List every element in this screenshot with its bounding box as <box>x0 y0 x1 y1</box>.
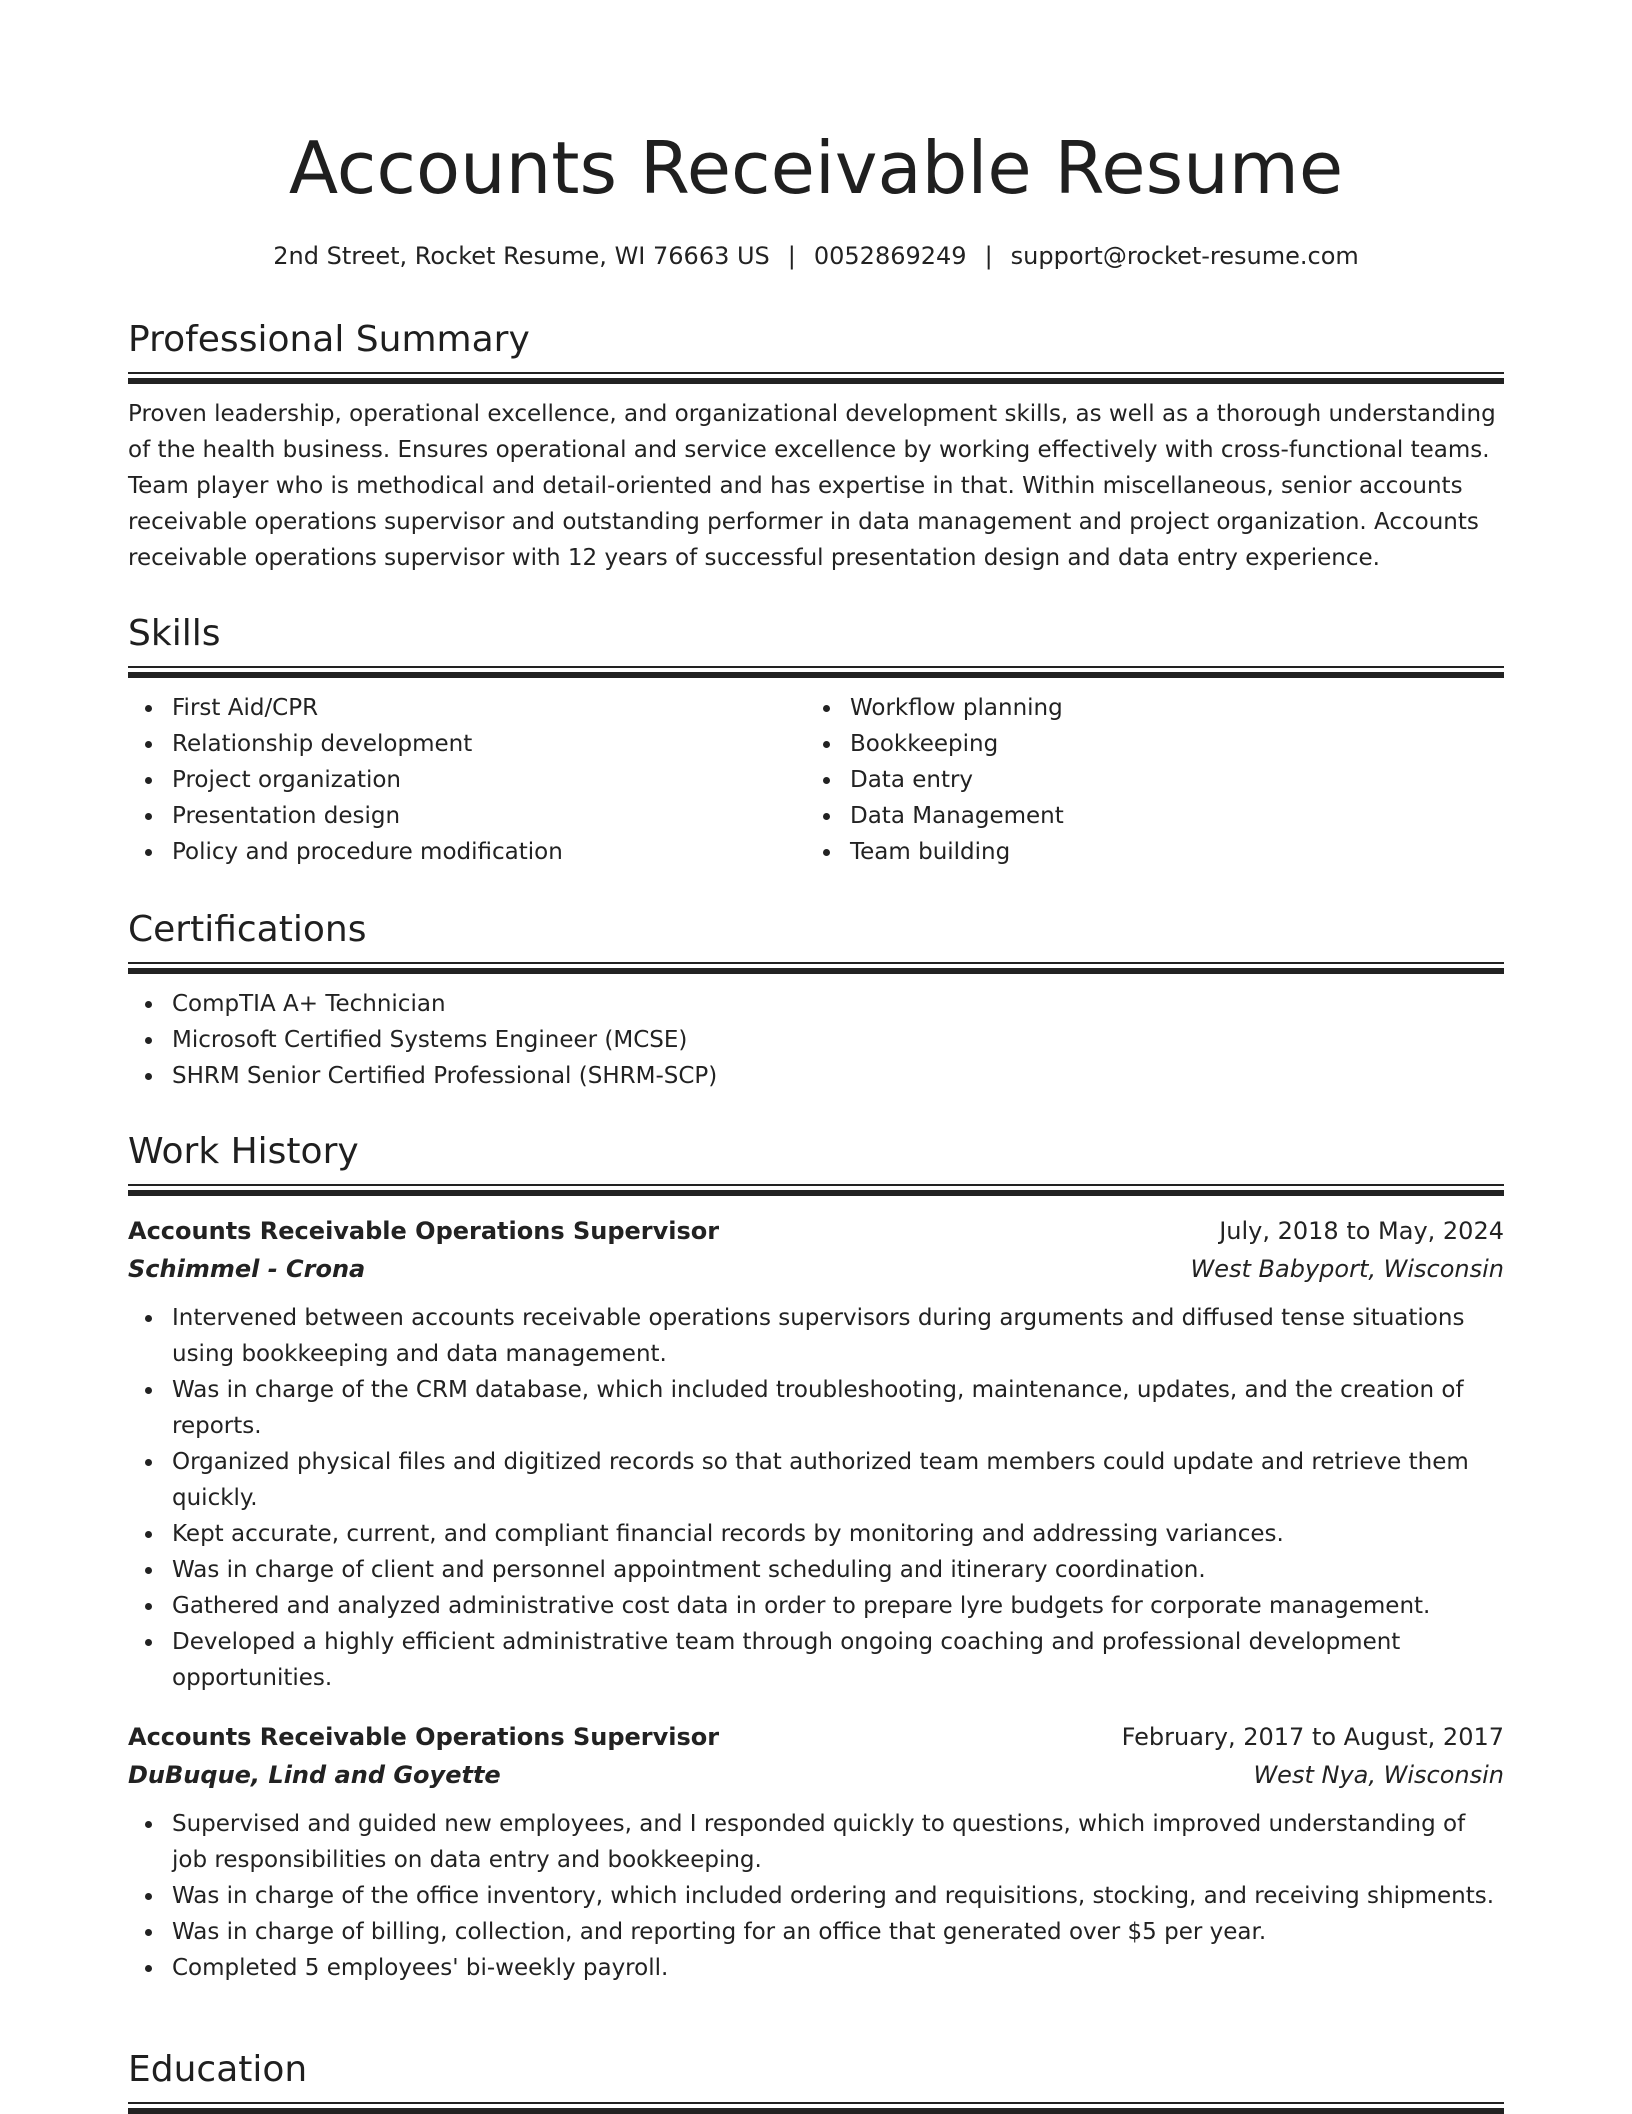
job-duty-item: Was in charge of client and personnel appointment scheduling and itinerary coordination. <box>172 1552 1504 1588</box>
summary-section <box>128 316 1504 576</box>
skill-item: Presentation design <box>172 798 806 834</box>
job-dates: February, 2017 to August, 2017 <box>1121 1723 1504 1751</box>
skill-item: Project organization <box>172 762 806 798</box>
certifications-section <box>128 906 1504 1094</box>
education-section <box>128 2046 1504 2106</box>
contact-line <box>128 238 1504 274</box>
job-company: DuBuque, Lind and Goyette <box>128 1761 501 1789</box>
job-subheader-row <box>128 1756 1504 1794</box>
resume-title: Accounts Receivable Resume <box>288 126 1344 210</box>
skills-list-left <box>128 690 806 870</box>
job-entry <box>128 1212 1504 1696</box>
work-history-section <box>128 1128 1504 1986</box>
job-duty-item: Was in charge of billing, collection, and reporting for an office that generated over $5 per year. <box>172 1914 1504 1950</box>
certification-item: Microsoft Certified Systems Engineer (MCSE) <box>172 1022 1504 1058</box>
skills-heading: Skills <box>128 613 221 654</box>
job-title: Accounts Receivable Operations Supervisor <box>128 1217 720 1245</box>
skills-column-right <box>806 678 1484 870</box>
contact-email[interactable]: support@rocket-resume.com <box>1010 242 1359 270</box>
job-dates: July, 2018 to May, 2024 <box>1219 1217 1504 1245</box>
job-duty-item: Gathered and analyzed administrative cost data in order to prepare lyre budgets for corporate management. <box>172 1588 1504 1624</box>
contact-address: 2nd Street, Rocket Resume, WI 76663 US <box>273 242 770 270</box>
job-duty-item: Intervened between accounts receivable operations supervisors during arguments and diffused tense situations using bookkeeping and data management. <box>172 1300 1504 1372</box>
skill-item: Data Management <box>850 798 1484 834</box>
skill-item: Relationship development <box>172 726 806 762</box>
skills-section <box>128 610 1504 870</box>
certifications-list <box>128 986 1504 1094</box>
education-heading: Education <box>128 2049 308 2090</box>
job-duty-item: Was in charge of the office inventory, which included ordering and requisitions, stocking, and receiving shipments. <box>172 1878 1504 1914</box>
job-header-row <box>128 1212 1504 1250</box>
skill-item: Policy and procedure modification <box>172 834 806 870</box>
job-duty-item: Organized physical files and digitized records so that authorized team members could update and retrieve them quickly. <box>172 1444 1504 1516</box>
skill-item: Team building <box>850 834 1484 870</box>
job-title: Accounts Receivable Operations Supervisor <box>128 1723 720 1751</box>
section-divider <box>128 666 1504 678</box>
skill-item: First Aid/CPR <box>172 690 806 726</box>
section-divider <box>128 962 1504 974</box>
job-location: West Nya, Wisconsin <box>1253 1761 1504 1789</box>
certifications-heading: Certifications <box>128 909 367 950</box>
skill-item: Data entry <box>850 762 1484 798</box>
contact-separator: | <box>984 242 993 270</box>
job-duty-item: Developed a highly efficient administrative team through ongoing coaching and professional development opportunities. <box>172 1624 1504 1696</box>
section-divider <box>128 372 1504 384</box>
job-duty-item: Was in charge of the CRM database, which included troubleshooting, maintenance, updates, and the creation of reports. <box>172 1372 1504 1444</box>
section-divider <box>128 2102 1504 2106</box>
skill-item: Bookkeeping <box>850 726 1484 762</box>
section-divider <box>128 1184 1504 1196</box>
certification-item: CompTIA A+ Technician <box>172 986 1504 1022</box>
contact-separator: | <box>787 242 796 270</box>
certification-item: SHRM Senior Certified Professional (SHRM-SCP) <box>172 1058 1504 1094</box>
skills-column-left <box>128 678 806 870</box>
job-duty-item: Kept accurate, current, and compliant financial records by monitoring and addressing variances. <box>172 1516 1504 1552</box>
skill-item: Workflow planning <box>850 690 1484 726</box>
skills-list-right <box>806 690 1484 870</box>
job-subheader-row <box>128 1250 1504 1288</box>
skills-grid <box>128 678 1504 870</box>
job-entry <box>128 1718 1504 1986</box>
job-company: Schimmel - Crona <box>128 1255 366 1283</box>
job-header-row <box>128 1718 1504 1756</box>
summary-heading: Professional Summary <box>128 319 530 360</box>
job-duty-item: Completed 5 employees' bi-weekly payroll. <box>172 1950 1504 1986</box>
contact-phone: 0052869249 <box>813 242 967 270</box>
job-duty-item: Supervised and guided new employees, and I responded quickly to questions, which improved understanding of job responsibilities on data entry and bookkeeping. <box>172 1806 1504 1878</box>
job-duties-list <box>128 1300 1504 1696</box>
job-location: West Babyport, Wisconsin <box>1190 1255 1504 1283</box>
job-duties-list <box>128 1806 1504 1986</box>
work-history-heading: Work History <box>128 1131 359 1172</box>
summary-text: Proven leadership, operational excellence, and organizational development skills, as well as a thorough understanding of the health business. Ensures operational and service excellence by working effectively with cross-functional teams. Team player who is methodical and detail-oriented and has expertise in that. Within miscellaneous, senior accounts receivable operations supervisor and outstanding performer in data management and project organization. Accounts receivable operations supervisor with 12 years of successful presentation design and data entry experience. <box>128 401 1496 571</box>
